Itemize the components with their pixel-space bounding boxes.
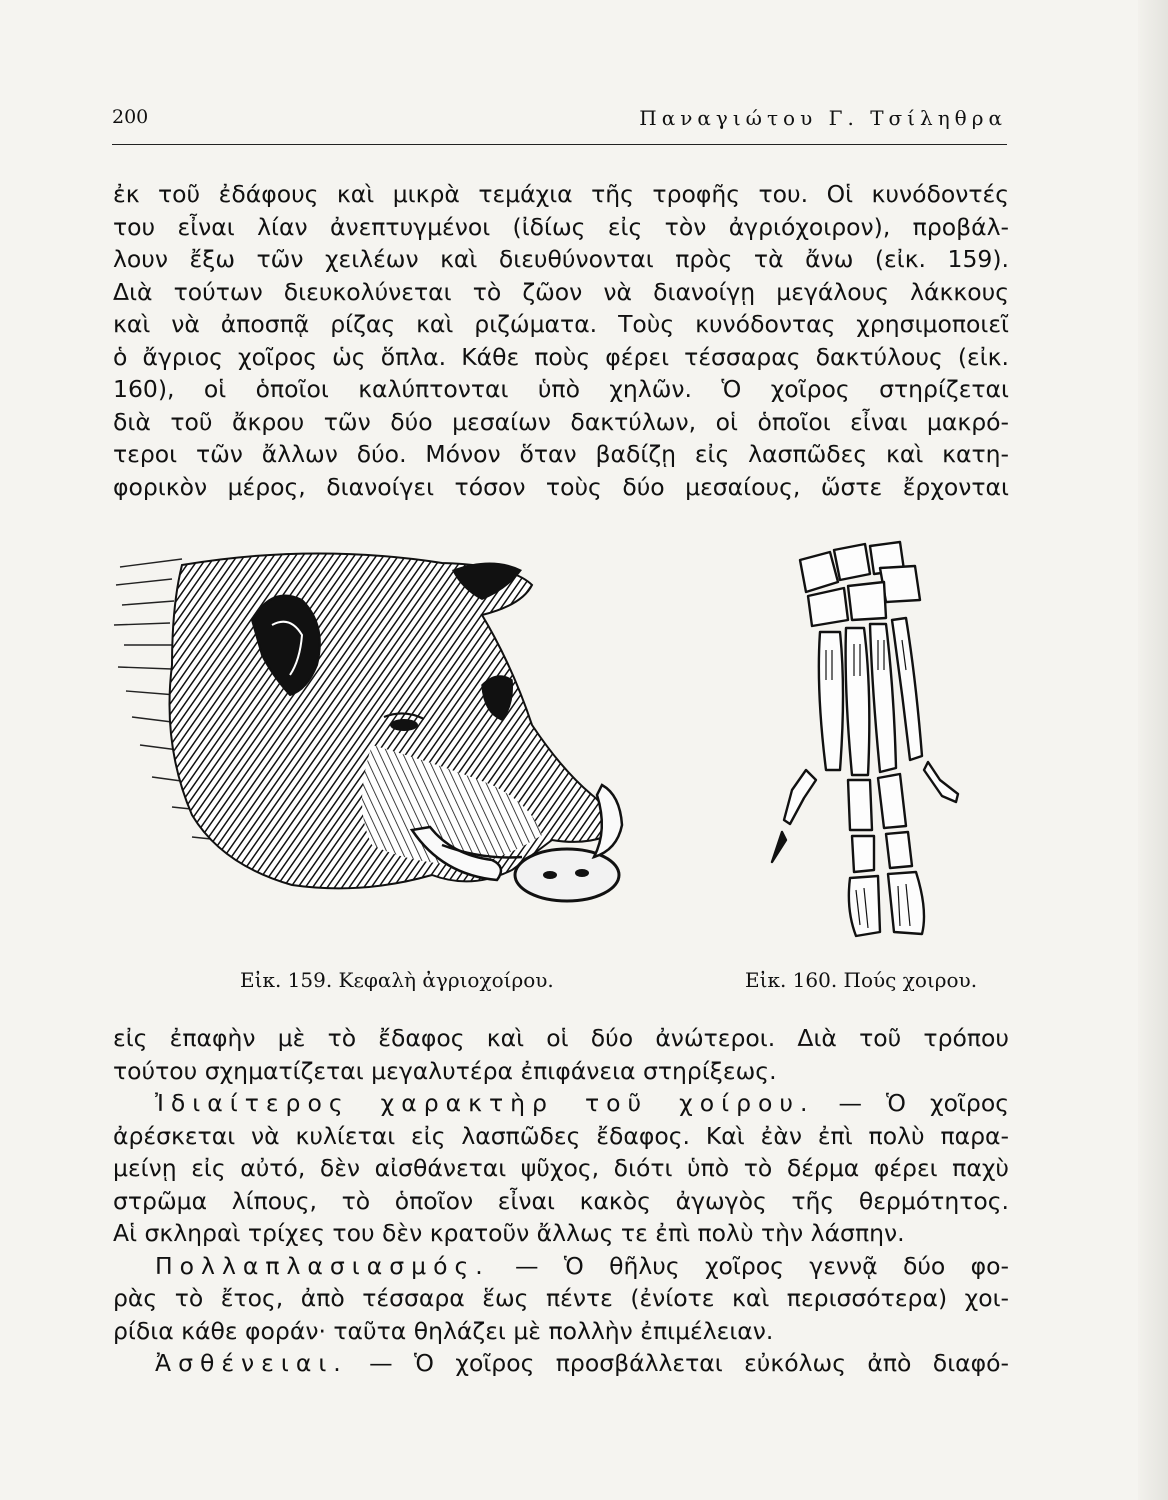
boar-head-illustration <box>112 545 632 935</box>
text-line: τεροι τῶν ἄλλων δύο. Μόνον ὅταν βαδίζῃ εἰς λασπῶδες καὶ κατη- <box>113 440 1009 468</box>
dewclaw <box>784 770 816 824</box>
dewclaw <box>924 762 958 802</box>
phalanx-bone <box>886 832 912 868</box>
paragraph-top <box>113 178 1009 503</box>
boar-snout <box>515 849 619 901</box>
text-line: Διὰ τούτων διευκολύνεται τὸ ζῶον νὰ διανοίγῃ μεγάλους λάκκους <box>113 277 1009 306</box>
text-line: ρίδια κάθε φοράν· ταῦτα θηλάζει μὲ πολλὴν ἐπιμέλειαν. <box>113 1316 774 1345</box>
figure-160-caption: Εἰκ. 160. Πούς χοιρου. <box>745 968 978 992</box>
text-line: μείνῃ εἰς αὐτό, δὲν αἰσθάνεται ψῦχος, διότι ὑπὸ τὸ δέρμα φέρει παχὺ <box>113 1154 1009 1182</box>
section-reproduction-lead: — Ὁ θῆλυς χοῖρος γεννᾷ δύο φο- <box>515 1251 1009 1280</box>
metacarpal-bone <box>870 624 896 772</box>
text-line: ὁ ἄγριος χοῖρος ὡς ὅπλα. Κάθε ποὺς φέρει τέσσαρας δακτύλους (εἰκ. <box>113 342 1009 371</box>
section-diseases-lead: — Ὁ χοῖρος προσβάλλεται εὐκόλως ἀπὸ διαφό- <box>369 1349 1009 1377</box>
section-diseases-first-line <box>113 1347 1009 1380</box>
text-line: τούτου σχηματίζεται μεγαλυτέρα ἐπιφάνεια στηρίξεως. <box>113 1056 777 1085</box>
hoof <box>888 872 924 934</box>
page-edge <box>1138 0 1168 1500</box>
text-line: λουν ἔξω τῶν χειλέων καὶ διευθύνονται πρὸς τὰ ἄνω (εἰκ. 159). <box>113 245 1009 273</box>
metacarpal-bone <box>846 628 870 775</box>
text-line: 160), οἱ ὁποῖοι καλύπτονται ὑπὸ χηλῶν. Ὁ χοῖρος στηρίζεται <box>113 375 1009 403</box>
section-reproduction-first-line <box>113 1250 1009 1283</box>
text-line: διὰ τοῦ ἄκρου τῶν δύο μεσαίων δακτύλων, οἱ ὁποῖοι εἶναι μακρό- <box>113 407 1009 436</box>
text-line: ἐκ τοῦ ἐδάφους καὶ μικρὰ τεμάχια τῆς τροφῆς του. Οἱ κυνόδοντές <box>113 180 1009 208</box>
phalanx-bone <box>878 774 906 828</box>
text-line: Αἱ σκληραὶ τρίχες του δὲν κρατοῦν ἄλλως τε ἐπὶ πολὺ τὴν λάσπην. <box>113 1219 905 1247</box>
metacarpal-bone <box>892 618 922 760</box>
paragraph-bottom <box>113 1022 1009 1380</box>
phalanx-bone <box>848 780 872 830</box>
text-line: καὶ νὰ ἀποσπᾷ ρίζας καὶ ριζώματα. Τοὺς κυνόδοντας χρησιμοποιεῖ <box>113 310 1009 338</box>
pig-foot-skeleton-illustration <box>760 540 990 940</box>
boar-eye <box>390 719 418 731</box>
page-number: 200 <box>112 106 149 128</box>
metacarpal-bone <box>819 632 843 770</box>
phalanx-bone <box>852 836 874 872</box>
carpal-bone <box>808 588 848 626</box>
page-header <box>112 104 1007 145</box>
running-head: Παναγιώτου Γ. Τσίληθρα <box>639 106 1007 130</box>
section-character-lead: — Ὁ χοῖρος <box>838 1089 1009 1117</box>
carpal-bone <box>800 552 838 592</box>
section-character-first-line <box>113 1087 1009 1120</box>
text-line: εἰς ἐπαφὴν μὲ τὸ ἔδαφος καὶ οἱ δύο ἀνώτεροι. Διὰ τοῦ τρόπου <box>113 1024 1009 1052</box>
section-heading-reproduction: Πολλαπλασιασμός. <box>155 1251 490 1280</box>
carpal-bone <box>834 544 870 580</box>
text-line: φορικὸν μέρος, διανοίγει τόσον τοὺς δύο μεσαίους, ὥστε ἔρχονται <box>113 472 1009 501</box>
section-heading-character: Ἰδιαίτερος χαρακτὴρ τοῦ χοίρου. <box>155 1089 815 1117</box>
text-line: ἀρέσκεται νὰ κυλίεται εἰς λασπῶδες ἔδαφος. Καὶ ἐὰν ἐπὶ πολὺ παρα- <box>113 1121 1009 1150</box>
text-line: στρῶμα λίπους, τὸ ὁποῖον εἶναι κακὸς ἀγωγὸς τῆς θερμότητος. <box>113 1186 1009 1215</box>
text-line: ρὰς τὸ ἔτος, ἀπὸ τέσσαρα ἕως πέντε (ἐνίοτε καὶ περισσότερα) χοι- <box>113 1284 1009 1312</box>
section-heading-diseases: Ἀσθένειαι. <box>155 1349 348 1377</box>
figure-159-caption: Εἰκ. 159. Κεφαλὴ ἀγριοχοίρου. <box>240 968 554 992</box>
text-line: του εἶναι λίαν ἀνεπτυγμένοι (ἰδίως εἰς τὸν ἀγριόχοιρον), προβάλ- <box>113 212 1009 241</box>
carpal-bone <box>848 582 886 620</box>
hoof <box>849 876 880 936</box>
